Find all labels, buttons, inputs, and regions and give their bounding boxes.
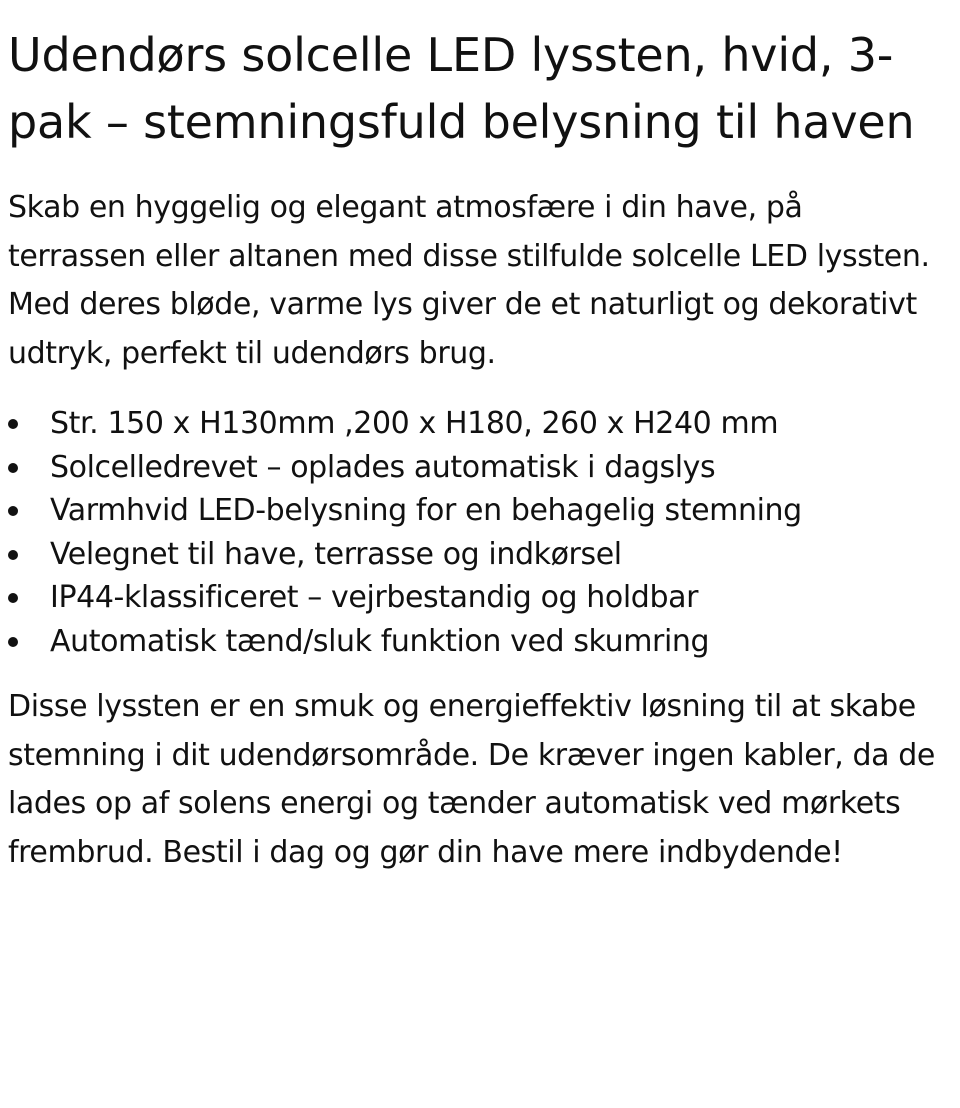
feature-item-size [50,402,948,446]
bullet-icon [8,637,18,647]
bullet-icon [8,419,18,429]
bullet-icon [8,463,18,473]
feature-text: IP44-klassificeret – vejrbestandig og holdbar [50,580,699,615]
feature-list [8,402,948,663]
product-description [8,22,948,877]
product-title: Udendørs solcelle LED lyssten, hvid, 3-pak – stemningsfuld belysning til haven [8,28,915,149]
intro-paragraph: Skab en hyggelig og elegant atmosfære i din have, på terrassen eller altanen med disse stilfulde solcelle LED lyssten. Med deres bløde, varme lys giver de et naturligt og dekorativt udtryk, perfekt til udendørs brug. [8,190,930,371]
feature-item-auto-switch [50,620,948,664]
feature-text: Str. 150 x H130mm ,200 x H180, 260 x H240 mm [50,406,779,441]
feature-item-led [50,489,948,533]
feature-text: Solcelledrevet – oplades automatisk i dagslys [50,449,716,485]
feature-text: Automatisk tænd/sluk funktion ved skumring [50,623,710,659]
feature-item-ip44 [50,576,948,620]
feature-item-solar [50,446,948,490]
feature-item-usage [50,533,948,577]
bullet-icon [8,593,18,603]
bullet-icon [8,506,18,516]
outro-paragraph: Disse lyssten er en smuk og energieffektiv løsning til at skabe stemning i dit udendørsområde. De kræver ingen kabler, da de lades op af solens energi og tænder automatisk ved mørkets frembrud. Bestil i dag og gør din have mere indbydende! [8,689,935,870]
feature-text: Velegnet til have, terrasse og indkørsel [50,536,622,572]
bullet-icon [8,550,18,560]
feature-text: Varmhvid LED-belysning for en behagelig stemning [50,493,802,528]
